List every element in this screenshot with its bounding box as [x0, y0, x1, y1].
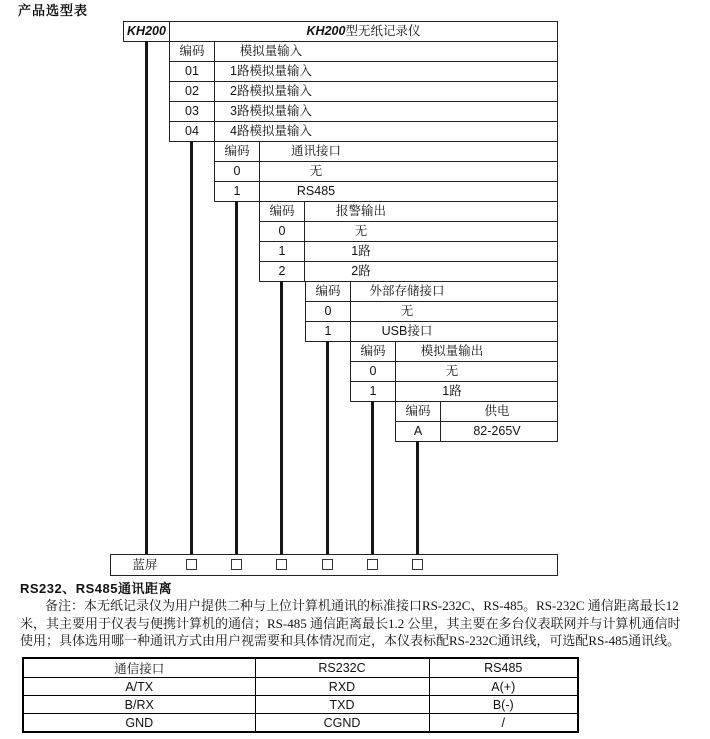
comm-distance-notes — [20, 597, 710, 650]
code-cell: 1 — [305, 321, 351, 342]
page-title: 产品选型表 — [18, 3, 89, 18]
code-cell: 2 — [259, 261, 305, 282]
code-cell: 04 — [169, 121, 215, 142]
desc-label: 无 — [309, 164, 323, 178]
connector-line — [235, 201, 238, 555]
desc-cell — [350, 301, 558, 322]
comm-cell: B(-) — [429, 696, 578, 714]
desc-label: 1路 — [351, 244, 371, 258]
comm-row — [23, 678, 578, 696]
desc-cell — [214, 101, 558, 122]
option-checkbox — [412, 559, 423, 570]
block-header-cell — [395, 341, 558, 362]
block-header-label: 报警输出 — [335, 204, 386, 218]
comm-cell: A(+) — [429, 678, 578, 696]
code-cell: 1 — [214, 181, 260, 202]
desc-label: 1路 — [442, 384, 462, 398]
code-cell: 1 — [259, 241, 305, 262]
desc-cell — [440, 421, 558, 442]
desc-label: USB接口 — [381, 324, 433, 338]
desc-label: 2路模拟量输入 — [230, 84, 312, 98]
desc-label: 3路模拟量输入 — [230, 104, 312, 118]
desc-cell — [304, 261, 558, 282]
connector-line — [145, 41, 148, 555]
desc-cell — [304, 221, 558, 242]
comm-interface-table — [22, 657, 579, 733]
desc-cell — [214, 81, 558, 102]
desc-cell — [214, 61, 558, 82]
desc-label: 82-265V — [473, 424, 521, 438]
desc-label: 1路模拟量输入 — [230, 64, 312, 78]
note-line: 使用；具体选用哪一种通讯方式由用户视需要和具体情况而定，本仪表标配RS-232C通讯线，可选配RS-485通讯线。 — [20, 633, 681, 648]
desc-cell — [259, 181, 558, 202]
comm-cell: RXD — [255, 678, 429, 696]
desc-label: 无 — [354, 224, 368, 238]
comm-row — [23, 696, 578, 714]
code-header-cell: 编码 — [395, 401, 441, 422]
option-checkbox — [322, 559, 333, 570]
model-cell: KH200 — [123, 21, 170, 42]
model-title-suffix: 型无纸记录仪 — [345, 24, 421, 38]
code-header-cell: 编码 — [350, 341, 396, 362]
comm-cell: CGND — [255, 714, 429, 733]
block-header-label: 模拟量输出 — [420, 344, 484, 358]
block-header-cell — [259, 141, 558, 162]
block-header-label: 通讯接口 — [290, 144, 341, 158]
option-checkbox — [231, 559, 242, 570]
code-cell: 1 — [350, 381, 396, 402]
option-checkbox — [367, 559, 378, 570]
comm-row — [23, 714, 578, 733]
connector-line — [190, 141, 193, 555]
desc-cell — [395, 381, 558, 402]
option-checkbox — [276, 559, 287, 570]
block-header-cell — [214, 41, 558, 62]
connector-line — [326, 341, 329, 555]
comm-cell: TXD — [255, 696, 429, 714]
desc-label: 4路模拟量输入 — [230, 124, 312, 138]
desc-cell — [350, 321, 558, 342]
block-header-cell — [440, 401, 558, 422]
code-cell: 0 — [214, 161, 260, 182]
desc-label: 无 — [445, 364, 459, 378]
model-title-cell — [169, 21, 558, 42]
code-header-cell: 编码 — [214, 141, 260, 162]
footer-label: 蓝屏 — [132, 558, 158, 572]
desc-cell — [214, 121, 558, 142]
comm-cell: B/RX — [23, 696, 255, 714]
comm-col-header-interface: 通信接口 — [23, 658, 255, 678]
block-header-cell — [304, 201, 558, 222]
connector-line — [280, 281, 283, 555]
desc-label: 2路 — [351, 264, 371, 278]
block-header-label: 外部存储接口 — [369, 284, 445, 298]
code-cell: A — [395, 421, 441, 442]
note-line: 备注：本无纸记录仪为用户提供二种与上位计算机通讯的标准接口RS-232C、RS-485。RS-232C 通信距离最长12 — [45, 598, 679, 613]
block-header-label: 模拟量输入 — [239, 44, 303, 58]
comm-cell: / — [429, 714, 578, 733]
comm-distance-section-title: RS232、RS485通讯距离 — [20, 581, 172, 596]
desc-label: 无 — [400, 304, 414, 318]
model-title-model: KH200 — [306, 24, 346, 38]
code-cell: 0 — [259, 221, 305, 242]
desc-label: RS485 — [296, 184, 336, 198]
code-header-cell: 编码 — [259, 201, 305, 222]
code-cell: 01 — [169, 61, 215, 82]
block-header-cell — [350, 281, 558, 302]
note-line: 米，其主要用于仪表与便携计算机的通信；RS-485 通信距离最长1.2 公里，其主要在多台仪表联网并与计算机通信时 — [20, 615, 681, 631]
comm-header-row — [23, 658, 578, 678]
code-cell: 03 — [169, 101, 215, 122]
desc-cell — [259, 161, 558, 182]
comm-cell: A/TX — [23, 678, 255, 696]
desc-cell — [304, 241, 558, 262]
comm-col-header-rs232c: RS232C — [255, 658, 429, 678]
comm-col-header-rs485: RS485 — [429, 658, 578, 678]
option-checkbox — [186, 559, 197, 570]
code-cell: 0 — [350, 361, 396, 382]
connector-line — [416, 441, 419, 555]
code-cell: 02 — [169, 81, 215, 102]
desc-cell — [395, 361, 558, 382]
code-cell: 0 — [305, 301, 351, 322]
connector-line — [371, 401, 374, 555]
block-header-label: 供电 — [484, 404, 510, 418]
code-header-cell: 编码 — [305, 281, 351, 302]
comm-cell: GND — [23, 714, 255, 733]
code-header-cell: 编码 — [169, 41, 215, 62]
